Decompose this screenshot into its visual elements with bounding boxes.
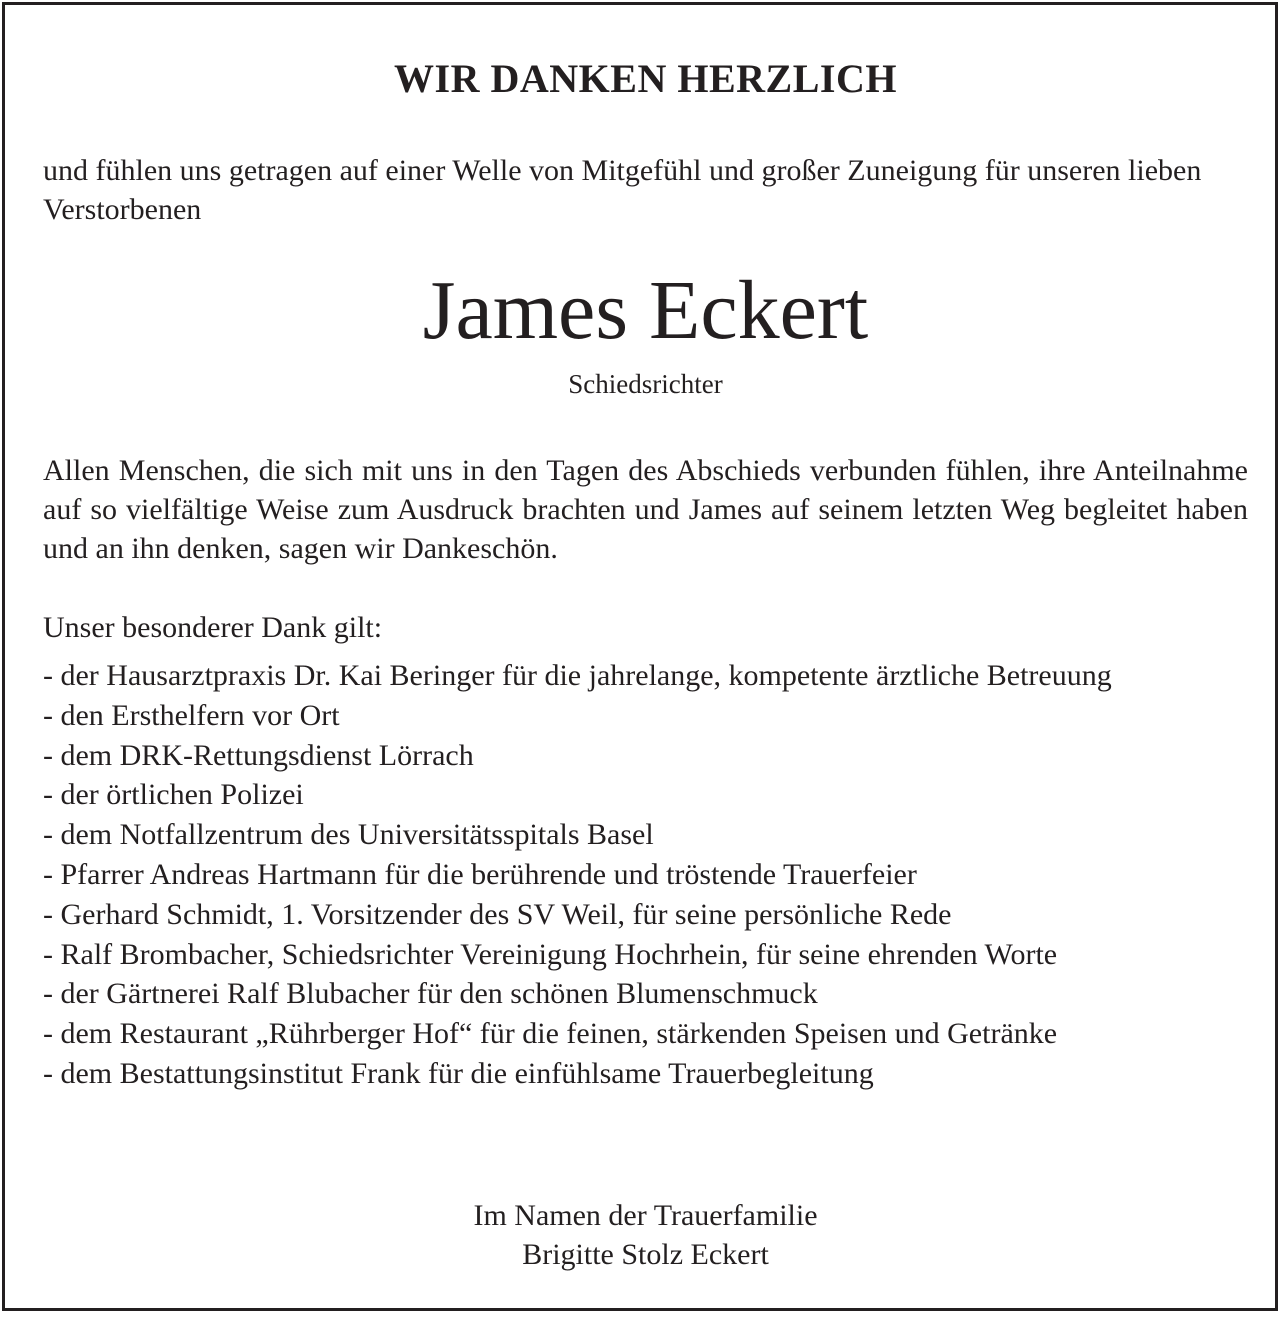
deceased-name: James Eckert xyxy=(422,264,869,357)
list-item: - dem Bestattungsinstitut Frank für die einfühlsame Trauerbegleitung xyxy=(43,1056,874,1090)
notice-heading: WIR DANKEN HERZLICH xyxy=(394,56,897,101)
thanks-paragraph: Allen Menschen, die sich mit uns in den Tagen des Abschieds verbunden fühlen, ihre Anteilnahme auf so vielfältige Weise zum Ausdruck brachten und James auf seinem letzten Weg begleitet haben und an ihn denken, sagen wir Dankeschön. xyxy=(43,454,1248,565)
list-item: - dem DRK-Rettungsdienst Lörrach xyxy=(43,738,474,772)
deceased-title: Schiedsrichter xyxy=(568,369,723,399)
list-item: - den Ersthelfern vor Ort xyxy=(43,698,340,732)
intro-text: und fühlen uns getragen auf einer Welle von Mitgefühl und großer Zuneigung für unseren lieben Verstorbenen xyxy=(43,154,1202,226)
list-item: - Pfarrer Andreas Hartmann für die berührende und tröstende Trauerfeier xyxy=(43,857,917,891)
list-item: - Ralf Brombacher, Schiedsrichter Vereinigung Hochrhein, für seine ehrenden Worte xyxy=(43,937,1058,971)
signature-line: Im Namen der Trauerfamilie xyxy=(473,1199,818,1232)
list-item: - der örtlichen Polizei xyxy=(43,778,304,812)
list-item: - Gerhard Schmidt, 1. Vorsitzender des SV Weil, für seine persönliche Rede xyxy=(43,897,952,931)
list-item: - der Gärtnerei Ralf Blubacher für den schönen Blumenschmuck xyxy=(43,977,818,1011)
signature-name: Brigitte Stolz Eckert xyxy=(522,1238,769,1271)
notice-border xyxy=(2,2,1278,1311)
list-item: - der Hausarztpraxis Dr. Kai Beringer für die jahrelange, kompetente ärztliche Betreuung xyxy=(43,659,1112,692)
signature-block xyxy=(43,1196,1248,1274)
special-thanks-list xyxy=(43,656,1258,1094)
list-item: - dem Notfallzentrum des Universitätsspitals Basel xyxy=(43,818,654,852)
list-item: - dem Restaurant „Rührberger Hof“ für die feinen, stärkenden Speisen und Getränke xyxy=(43,1017,1058,1051)
special-thanks-label: Unser besonderer Dank gilt: xyxy=(43,611,383,644)
